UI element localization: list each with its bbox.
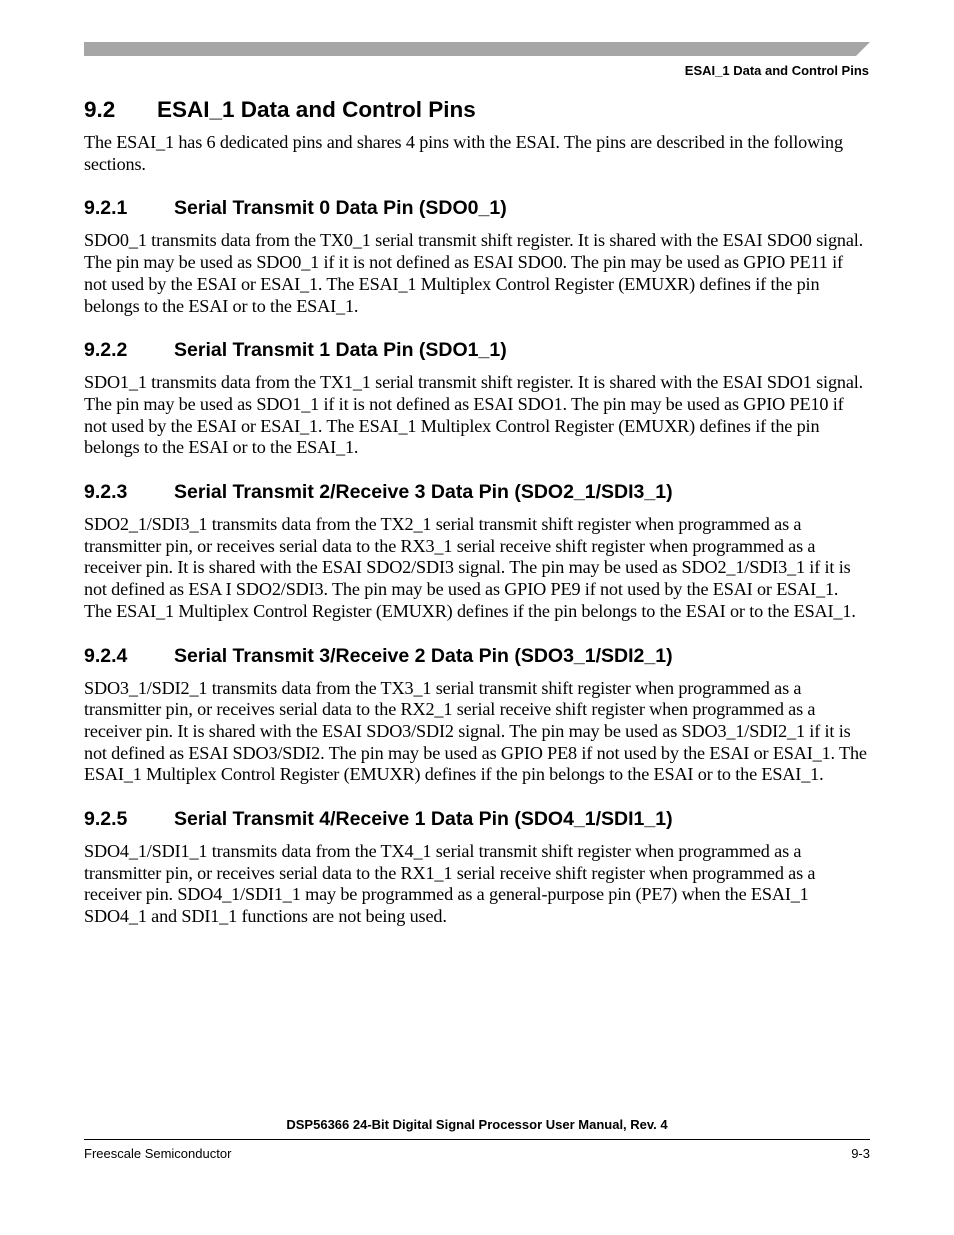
subsection-paragraph: SDO2_1/SDI3_1 transmits data from the TX2_1 serial transmit shift register when programmed as a transmitter pin, or receives serial data to the RX3_1 serial receive shift register when programmed as a receiver pin. It is shared with the ESAI SDO2/SDI3 signal. The pin may be used as SDO2_1/SDI3_1 if it is not defined as ESA I SDO2/SDI3. The pin may be used as GPIO PE9 if not used by the ESAI or ESAI_1. The ESAI_1 Multiplex Control Register (EMUXR) defines if the pin belongs to the ESAI or to the ESAI_1. <box>84 514 856 621</box>
subsection-number: 9.2.4 <box>84 644 128 667</box>
page-content <box>84 94 870 928</box>
subsection-number: 9.2.1 <box>84 197 128 220</box>
header-bar <box>84 42 870 56</box>
footer-document-title: DSP56366 24-Bit Digital Signal Processor User Manual, Rev. 4 <box>286 1117 668 1132</box>
subsection-heading <box>84 336 870 364</box>
subsection-number: 9.2.5 <box>84 808 128 831</box>
section-heading <box>84 94 870 126</box>
footer-company: Freescale Semiconductor <box>84 1146 232 1161</box>
subsection-paragraph: SDO3_1/SDI2_1 transmits data from the TX3_1 serial transmit shift register when programmed as a transmitter pin, or receives serial data to the RX2_1 serial receive shift register when programmed as a receiver pin. It is shared with the ESAI SDO3/SDI2 signal. The pin may be used as SDO3_1/SDI2_1 if it is not defined as ESAI SDO3/SDI2. The pin may be used as GPIO PE8 if not used by the ESAI or ESAI_1. The ESAI_1 Multiplex Control Register (EMUXR) defines if the pin belongs to the ESAI or to the ESAI_1. <box>84 677 867 785</box>
subsection-number: 9.2.3 <box>84 481 128 504</box>
section-intro: The ESAI_1 has 6 dedicated pins and shares 4 pins with the ESAI. The pins are described in the following sections. <box>84 132 843 174</box>
running-head: ESAI_1 Data and Control Pins <box>684 63 869 78</box>
subsection-title: Serial Transmit 0 Data Pin (SDO0_1) <box>174 197 507 220</box>
footer-divider <box>84 1139 870 1140</box>
section-number: 9.2 <box>84 97 116 122</box>
subsection-heading <box>84 194 870 222</box>
subsection-title: Serial Transmit 2/Receive 3 Data Pin (SDO2_1/SDI3_1) <box>174 481 673 504</box>
header-bar-shape <box>84 42 870 56</box>
subsection-paragraph: SDO0_1 transmits data from the TX0_1 serial transmit shift register. It is shared with the ESAI SDO0 signal. The pin may be used as SDO0_1 if it is not defined as ESAI SDO0. The pin may be used as GPIO PE11 if not used by the ESAI or ESAI_1. The ESAI_1 Multiplex Control Register (EMUXR) defines if the pin belongs to the ESAI or to the ESAI_1. <box>84 230 864 316</box>
subsection-heading <box>84 805 870 833</box>
subsection-paragraph: SDO1_1 transmits data from the TX1_1 serial transmit shift register. It is shared with the ESAI SDO1 signal. The pin may be used as SDO1_1 if it is not defined as ESAI SDO1. The pin may be used as GPIO PE10 if not used by the ESAI or ESAI_1. The ESAI_1 Multiplex Control Register (EMUXR) defines if the pin belongs to the ESAI or to the ESAI_1. <box>84 372 864 458</box>
footer-page-number: 9-3 <box>851 1146 870 1161</box>
subsection-title: Serial Transmit 1 Data Pin (SDO1_1) <box>174 339 507 362</box>
subsection-heading <box>84 478 870 506</box>
subsection-title: Serial Transmit 3/Receive 2 Data Pin (SDO3_1/SDI2_1) <box>174 644 673 667</box>
subsection-paragraph: SDO4_1/SDI1_1 transmits data from the TX4_1 serial transmit shift register when programmed as a transmitter pin, or receives serial data to the RX1_1 serial receive shift register when programmed as a receiver pin. SDO4_1/SDI1_1 may be programmed as a general-purpose pin (PE7) when the ESAI_1 SDO4_1 and SDI1_1 functions are not being used. <box>84 841 816 927</box>
subsection-number: 9.2.2 <box>84 339 128 362</box>
section-title: ESAI_1 Data and Control Pins <box>157 97 476 122</box>
subsection-heading <box>84 642 870 670</box>
subsection-title: Serial Transmit 4/Receive 1 Data Pin (SDO4_1/SDI1_1) <box>174 808 673 831</box>
